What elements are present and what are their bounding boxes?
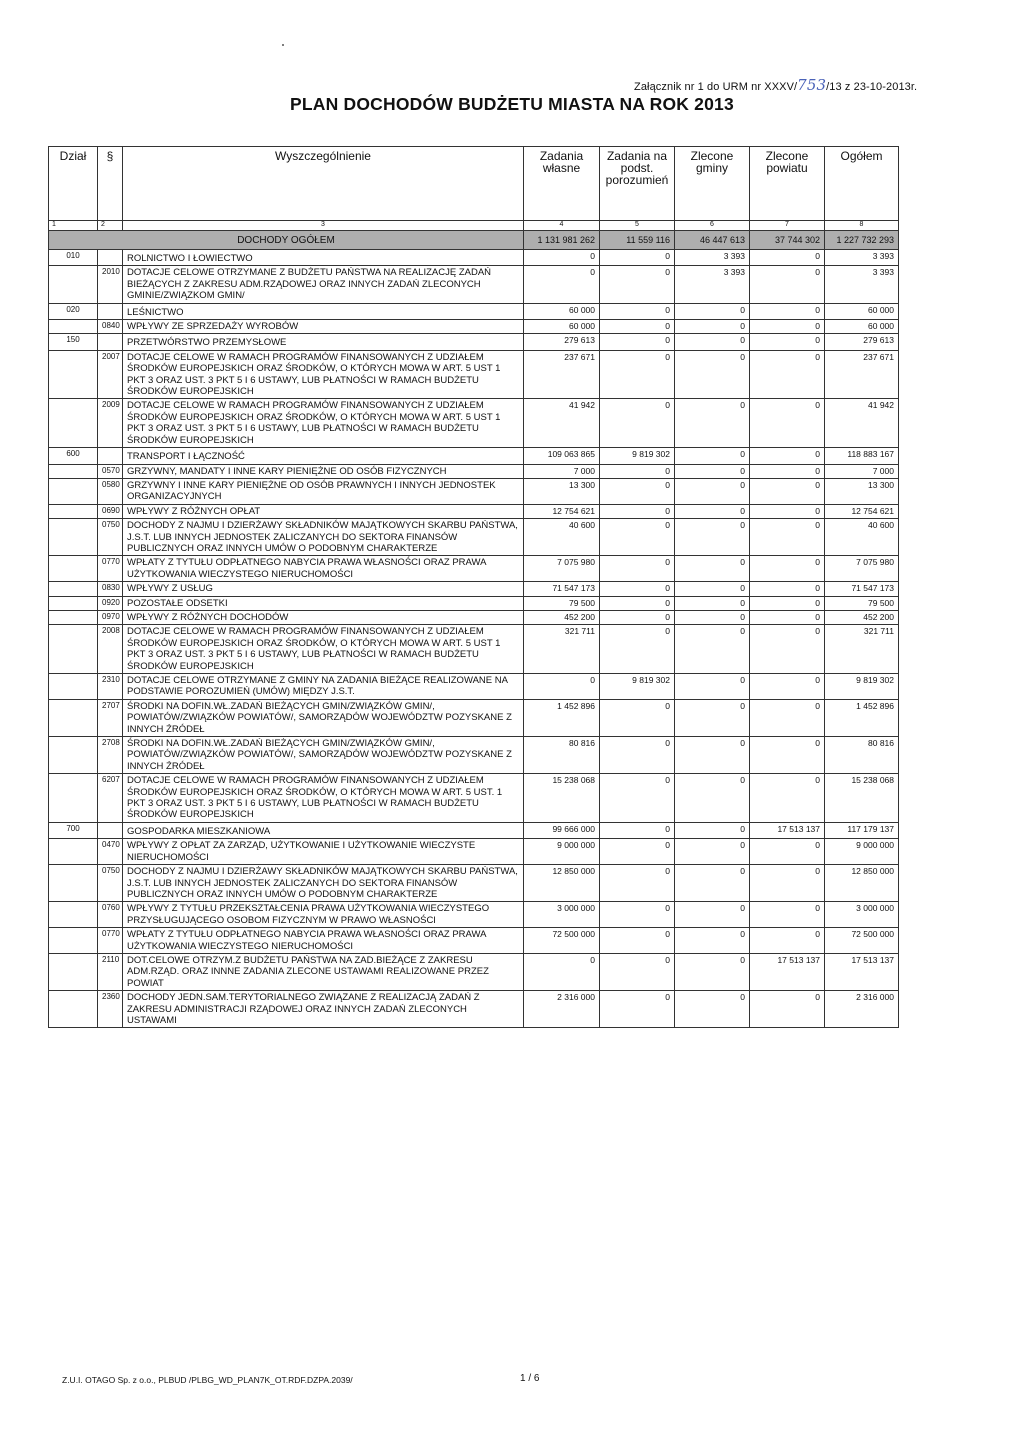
paragraph-row	[49, 478, 899, 504]
paragraph-code: 2708	[98, 737, 123, 774]
row-description: WPŁATY Z TYTUŁU ODPŁATNEGO NABYCIA PRAWA WŁASNOŚCI ORAZ PRAWA UŻYTKOWANIA WIECZYSTEGO NIERUCHOMOŚCI	[123, 556, 524, 582]
row-value: 9 000 000	[524, 839, 600, 865]
row-value: 15 238 068	[524, 774, 600, 823]
row-description: DOT.CELOWE OTRZYM.Z BUDŻETU PAŃSTWA NA ZAD.BIEŻĄCE Z ZAKRESU ADM.RZĄD. ORAZ INNNE ZADANIA ZLECONE USTAWAMI REALIZOWANE PRZEZ POWIAT	[123, 953, 524, 990]
total-value: 1 131 981 262	[524, 231, 600, 250]
row-value: 118 883 167	[825, 448, 899, 464]
dzial-row	[49, 334, 899, 350]
column-number-row	[49, 221, 899, 231]
paragraph-code: 0750	[98, 519, 123, 556]
row-value: 0	[750, 478, 825, 504]
row-value: 0	[675, 350, 750, 399]
paragraph-row	[49, 953, 899, 990]
dzial-code	[49, 556, 98, 582]
row-value: 0	[600, 556, 675, 582]
row-description: DOTACJE CELOWE W RAMACH PROGRAMÓW FINANSOWANYCH Z UDZIAŁEM ŚRODKÓW EUROPEJSKICH ORAZ ŚRODKÓW, O KTÓRYCH MOWA W ART. 5 UST 1 PKT 3 ORAZ UST. 3 PKT 5 I 6 USTAWY, LUB PŁATNOŚCI W RAMACH BUDŻETU ŚRODKÓW EUROPEJSKICH	[123, 399, 524, 448]
row-value: 0	[675, 464, 750, 478]
paragraph-row	[49, 774, 899, 823]
dzial-code	[49, 266, 98, 303]
row-description: GRZYWNY I INNE KARY PIENIĘŻNE OD OSÓB PRAWNYCH I INNYCH JEDNOSTEK ORGANIZACYJNYCH	[123, 478, 524, 504]
row-value: 0	[675, 839, 750, 865]
row-value: 0	[600, 334, 675, 350]
paragraph-row	[49, 737, 899, 774]
footer-source: Z.U.I. OTAGO Sp. z o.o., PLBUD /PLBG_WD_PLAN7K_OT.RDF.DZPA.2039/	[62, 1375, 353, 1385]
row-value: 0	[750, 699, 825, 736]
row-value: 0	[600, 928, 675, 954]
scan-speck	[282, 44, 284, 46]
row-value: 321 711	[524, 625, 600, 674]
total-value: 1 227 732 293	[825, 231, 899, 250]
paragraph-row	[49, 519, 899, 556]
row-value: 9 819 302	[825, 674, 899, 700]
row-value: 0	[750, 250, 825, 266]
paragraph-code	[98, 303, 123, 319]
row-value: 3 393	[675, 250, 750, 266]
row-value: 0	[675, 596, 750, 610]
row-value: 0	[524, 250, 600, 266]
row-value: 0	[675, 556, 750, 582]
row-value: 9 819 302	[600, 448, 675, 464]
row-value: 9 000 000	[825, 839, 899, 865]
paragraph-code	[98, 250, 123, 266]
paragraph-code: 6207	[98, 774, 123, 823]
row-value: 0	[675, 303, 750, 319]
row-description: DOCHODY JEDN.SAM.TERYTORIALNEGO ZWIĄZANE Z REALIZACJĄ ZADAŃ Z ZAKRESU ADMINISTRACJI RZĄDOWEJ ORAZ INNYCH ZADAŃ ZLECONYCH USTAWAMI	[123, 991, 524, 1028]
row-value: 1 452 896	[524, 699, 600, 736]
row-description: LEŚNICTWO	[123, 303, 524, 319]
row-value: 3 000 000	[524, 902, 600, 928]
row-value: 0	[675, 822, 750, 838]
row-value: 0	[675, 991, 750, 1028]
row-value: 9 819 302	[600, 674, 675, 700]
row-description: ŚRODKI NA DOFIN.WŁ.ZADAŃ BIEŻĄCYCH GMIN/ZWIĄZKÓW GMIN/, POWIATÓW/ZWIĄZKÓW POWIATÓW/, SAMORZĄDÓW WOJEWÓDZTW POZYSKANE Z INNYCH ŹRÓDEŁ	[123, 737, 524, 774]
column-number: 8	[825, 221, 899, 231]
row-value: 7 000	[524, 464, 600, 478]
row-value: 0	[750, 902, 825, 928]
paragraph-code: 2010	[98, 266, 123, 303]
paragraph-row	[49, 699, 899, 736]
dzial-row	[49, 448, 899, 464]
row-value: 0	[600, 519, 675, 556]
row-description: DOTACJE CELOWE W RAMACH PROGRAMÓW FINANSOWANYCH Z UDZIAŁEM ŚRODKÓW EUROPEJSKICH ORAZ ŚRODKÓW, O KTÓRYCH MOWA W ART. 5 UST. 1 PKT 3 ORAZ UST. 3 PKT 5 I 6 USTAWY, LUB PŁATNOŚCI W RAMACH BUDŻETU ŚRODKÓW EUROPEJSKICH	[123, 774, 524, 823]
row-value: 0	[750, 865, 825, 902]
row-description: WPŁYWY Z RÓŻNYCH DOCHODÓW	[123, 610, 524, 624]
paragraph-code: 0570	[98, 464, 123, 478]
column-number: 6	[675, 221, 750, 231]
paragraph-row	[49, 464, 899, 478]
row-value: 0	[600, 902, 675, 928]
paragraph-row	[49, 399, 899, 448]
dzial-code	[49, 478, 98, 504]
row-value: 17 513 137	[750, 822, 825, 838]
row-value: 0	[750, 320, 825, 334]
row-value: 0	[750, 303, 825, 319]
row-value: 0	[675, 399, 750, 448]
row-description: GOSPODARKA MIESZKANIOWA	[123, 822, 524, 838]
paragraph-code: 0690	[98, 504, 123, 518]
column-number: 1	[49, 221, 98, 231]
row-value: 0	[675, 625, 750, 674]
row-value: 0	[675, 699, 750, 736]
row-value: 60 000	[524, 303, 600, 319]
row-value: 0	[524, 266, 600, 303]
row-value: 279 613	[524, 334, 600, 350]
paragraph-row	[49, 625, 899, 674]
row-value: 0	[600, 478, 675, 504]
row-value: 0	[750, 991, 825, 1028]
paragraph-row	[49, 991, 899, 1028]
row-value: 279 613	[825, 334, 899, 350]
paragraph-code: 0470	[98, 839, 123, 865]
row-value: 0	[600, 350, 675, 399]
row-value: 0	[675, 674, 750, 700]
row-value: 237 671	[524, 350, 600, 399]
row-value: 0	[675, 774, 750, 823]
col-header-zadania-wlasne: Zadania własne	[524, 147, 600, 221]
row-description: ŚRODKI NA DOFIN.WŁ.ZADAŃ BIEŻĄCYCH GMIN/ZWIĄZKÓW GMIN/, POWIATÓW/ZWIĄZKÓW POWIATÓW/, SAMORZĄDÓW WOJEWÓDZTW POZYSKANE Z INNYCH ŹRÓDEŁ	[123, 699, 524, 736]
dzial-code	[49, 519, 98, 556]
dzial-row	[49, 250, 899, 266]
row-value: 0	[675, 320, 750, 334]
row-value: 80 816	[825, 737, 899, 774]
row-value: 0	[675, 448, 750, 464]
paragraph-code: 2009	[98, 399, 123, 448]
dzial-code	[49, 991, 98, 1028]
row-value: 12 850 000	[524, 865, 600, 902]
row-value: 0	[750, 674, 825, 700]
total-value: 46 447 613	[675, 231, 750, 250]
row-value: 1 452 896	[825, 699, 899, 736]
paragraph-code: 0830	[98, 582, 123, 596]
dzial-code	[49, 699, 98, 736]
row-value: 0	[675, 478, 750, 504]
dzial-row	[49, 303, 899, 319]
dzial-code	[49, 399, 98, 448]
row-value: 3 393	[675, 266, 750, 303]
col-header-zlecone-gminy: Zlecone gminy	[675, 147, 750, 221]
row-value: 40 600	[825, 519, 899, 556]
row-value: 41 942	[524, 399, 600, 448]
dzial-code	[49, 928, 98, 954]
row-value: 3 393	[825, 266, 899, 303]
dzial-code: 700	[49, 822, 98, 838]
total-row	[49, 231, 899, 250]
row-description: DOTACJE CELOWE OTRZYMANE Z BUDŻETU PAŃSTWA NA REALIZACJĘ ZADAŃ BIEŻĄCYCH Z ZAKRESU ADM.RZĄDOWEJ ORAZ INNYCH ZADAŃ ZLECONYCH GMINIE/ZWIĄZKOM GMIN/	[123, 266, 524, 303]
col-header-zadania-porozumien: Zadania na podst. porozumień	[600, 147, 675, 221]
paragraph-row	[49, 928, 899, 954]
row-value: 0	[675, 582, 750, 596]
row-description: WPŁYWY Z RÓŻNYCH OPŁAT	[123, 504, 524, 518]
dzial-code	[49, 625, 98, 674]
row-value: 72 500 000	[825, 928, 899, 954]
row-value: 0	[600, 625, 675, 674]
row-value: 0	[750, 464, 825, 478]
row-value: 0	[600, 464, 675, 478]
attachment-suffix: /13 z 23-10-2013r.	[826, 81, 918, 93]
row-value: 0	[750, 839, 825, 865]
row-value: 0	[675, 865, 750, 902]
paragraph-row	[49, 350, 899, 399]
row-value: 237 671	[825, 350, 899, 399]
dzial-row	[49, 822, 899, 838]
dzial-code	[49, 737, 98, 774]
row-value: 0	[600, 610, 675, 624]
row-value: 7 000	[825, 464, 899, 478]
row-value: 2 316 000	[524, 991, 600, 1028]
col-header-ogolem: Ogółem	[825, 147, 899, 221]
column-number: 4	[524, 221, 600, 231]
row-value: 0	[600, 250, 675, 266]
column-number: 7	[750, 221, 825, 231]
dzial-code	[49, 464, 98, 478]
column-number: 2	[98, 221, 123, 231]
row-description: GRZYWNY, MANDATY I INNE KARY PIENIĘŻNE OD OSÓB FIZYCZNYCH	[123, 464, 524, 478]
row-value: 2 316 000	[825, 991, 899, 1028]
paragraph-code: 2008	[98, 625, 123, 674]
dzial-code	[49, 596, 98, 610]
row-value: 0	[600, 991, 675, 1028]
row-value: 0	[600, 822, 675, 838]
attachment-note	[634, 76, 917, 94]
row-value: 452 200	[825, 610, 899, 624]
row-value: 0	[600, 737, 675, 774]
paragraph-code	[98, 448, 123, 464]
dzial-code	[49, 774, 98, 823]
col-header-paragraf: §	[98, 147, 123, 221]
row-value: 71 547 173	[524, 582, 600, 596]
paragraph-code: 0970	[98, 610, 123, 624]
row-value: 41 942	[825, 399, 899, 448]
row-value: 0	[750, 556, 825, 582]
paragraph-row	[49, 320, 899, 334]
row-value: 117 179 137	[825, 822, 899, 838]
row-value: 0	[524, 674, 600, 700]
page-title: PLAN DOCHODÓW BUDŻETU MIASTA NA ROK 2013	[290, 94, 734, 114]
row-value: 13 300	[524, 478, 600, 504]
row-value: 0	[750, 448, 825, 464]
dzial-code	[49, 674, 98, 700]
paragraph-code: 0580	[98, 478, 123, 504]
row-description: ROLNICTWO I ŁOWIECTWO	[123, 250, 524, 266]
row-value: 0	[600, 596, 675, 610]
row-value: 0	[750, 350, 825, 399]
row-value: 60 000	[524, 320, 600, 334]
row-description: WPŁYWY ZE SPRZEDAŻY WYROBÓW	[123, 320, 524, 334]
paragraph-code: 0840	[98, 320, 123, 334]
paragraph-code	[98, 822, 123, 838]
dzial-code	[49, 320, 98, 334]
row-value: 0	[750, 928, 825, 954]
row-value: 60 000	[825, 320, 899, 334]
row-value: 0	[600, 699, 675, 736]
dzial-code	[49, 350, 98, 399]
row-value: 0	[750, 334, 825, 350]
paragraph-row	[49, 504, 899, 518]
row-value: 0	[600, 320, 675, 334]
row-value: 0	[750, 774, 825, 823]
paragraph-row	[49, 266, 899, 303]
page-number: 1 / 6	[520, 1373, 540, 1384]
row-description: POZOSTAŁE ODSETKI	[123, 596, 524, 610]
paragraph-row	[49, 582, 899, 596]
row-value: 0	[600, 839, 675, 865]
row-value: 0	[600, 582, 675, 596]
row-value: 0	[675, 928, 750, 954]
row-value: 3 000 000	[825, 902, 899, 928]
row-value: 0	[600, 865, 675, 902]
dzial-code	[49, 902, 98, 928]
row-value: 12 850 000	[825, 865, 899, 902]
row-value: 60 000	[825, 303, 899, 319]
total-label: DOCHODY OGÓŁEM	[49, 231, 524, 250]
col-header-dzial: Dział	[49, 147, 98, 221]
row-value: 0	[750, 596, 825, 610]
row-value: 15 238 068	[825, 774, 899, 823]
table-header-row	[49, 147, 899, 221]
row-value: 99 666 000	[524, 822, 600, 838]
row-description: DOTACJE CELOWE OTRZYMANE Z GMINY NA ZADANIA BIEŻĄCE REALIZOWANE NA PODSTAWIE POROZUMIEŃ (UMÓW) MIĘDZY J.S.T.	[123, 674, 524, 700]
col-header-wyszczegolnienie: Wyszczególnienie	[123, 147, 524, 221]
row-value: 13 300	[825, 478, 899, 504]
paragraph-code: 2310	[98, 674, 123, 700]
row-value: 0	[675, 737, 750, 774]
paragraph-row	[49, 902, 899, 928]
paragraph-code: 0760	[98, 902, 123, 928]
row-value: 0	[750, 266, 825, 303]
attachment-prefix: Załącznik nr 1 do URM nr XXXV/	[634, 81, 798, 93]
paragraph-code: 2707	[98, 699, 123, 736]
row-description: PRZETWÓRSTWO PRZEMYSŁOWE	[123, 334, 524, 350]
paragraph-code: 2360	[98, 991, 123, 1028]
paragraph-code: 0770	[98, 556, 123, 582]
total-value: 37 744 302	[750, 231, 825, 250]
paragraph-code: 0920	[98, 596, 123, 610]
row-description: DOCHODY Z NAJMU I DZIERŻAWY SKŁADNIKÓW MAJĄTKOWYCH SKARBU PAŃSTWA, J.S.T. LUB INNYCH JEDNOSTEK ZALICZANYCH DO SEKTORA FINANSÓW PUBLICZNYCH ORAZ INNYCH UMÓW O PODOBNYM CHARAKTERZE	[123, 519, 524, 556]
paragraph-code: 0770	[98, 928, 123, 954]
row-value: 40 600	[524, 519, 600, 556]
paragraph-row	[49, 596, 899, 610]
row-description: DOCHODY Z NAJMU I DZIERŻAWY SKŁADNIKÓW MAJĄTKOWYCH SKARBU PAŃSTWA, J.S.T. LUB INNYCH JEDNOSTEK ZALICZANYCH DO SEKTORA FINANSÓW PUBLICZNYCH ORAZ INNYCH UMÓW O PODOBNYM CHARAKTERZE	[123, 865, 524, 902]
paragraph-row	[49, 556, 899, 582]
row-value: 0	[600, 399, 675, 448]
dzial-code	[49, 953, 98, 990]
row-value: 7 075 980	[524, 556, 600, 582]
row-value: 79 500	[524, 596, 600, 610]
col-header-zlecone-powiatu: Zlecone powiatu	[750, 147, 825, 221]
dzial-code: 150	[49, 334, 98, 350]
dzial-code	[49, 839, 98, 865]
row-value: 0	[524, 953, 600, 990]
row-value: 0	[600, 266, 675, 303]
row-description: WPŁYWY Z TYTUŁU PRZEKSZTAŁCENIA PRAWA UŻYTKOWANIA WIECZYSTEGO PRZYSŁUGUJĄCEGO OSOBOM FIZYCZNYM W PRAWO WŁASNOŚCI	[123, 902, 524, 928]
paragraph-code: 2110	[98, 953, 123, 990]
row-description: TRANSPORT I ŁĄCZNOŚĆ	[123, 448, 524, 464]
budget-table	[48, 146, 899, 1028]
row-value: 0	[600, 953, 675, 990]
paragraph-code	[98, 334, 123, 350]
row-value: 0	[675, 902, 750, 928]
row-value: 12 754 621	[524, 504, 600, 518]
row-value: 71 547 173	[825, 582, 899, 596]
attachment-number-handwritten: 753	[797, 76, 827, 94]
row-value: 0	[600, 774, 675, 823]
dzial-code	[49, 865, 98, 902]
dzial-code	[49, 610, 98, 624]
row-description: WPŁATY Z TYTUŁU ODPŁATNEGO NABYCIA PRAWA WŁASNOŚCI ORAZ PRAWA UŻYTKOWANIA WIECZYSTEGO NIERUCHOMOŚCI	[123, 928, 524, 954]
paragraph-code: 2007	[98, 350, 123, 399]
row-description: WPŁYWY Z USŁUG	[123, 582, 524, 596]
row-value: 452 200	[524, 610, 600, 624]
row-value: 0	[750, 504, 825, 518]
paragraph-row	[49, 839, 899, 865]
row-value: 0	[675, 504, 750, 518]
row-value: 321 711	[825, 625, 899, 674]
row-value: 0	[750, 399, 825, 448]
row-value: 0	[600, 504, 675, 518]
column-number: 3	[123, 221, 524, 231]
dzial-code	[49, 504, 98, 518]
dzial-code: 600	[49, 448, 98, 464]
row-value: 3 393	[825, 250, 899, 266]
row-value: 17 513 137	[825, 953, 899, 990]
row-value: 0	[750, 737, 825, 774]
row-value: 109 063 865	[524, 448, 600, 464]
row-value: 0	[675, 519, 750, 556]
total-value: 11 559 116	[600, 231, 675, 250]
row-value: 0	[675, 334, 750, 350]
row-value: 0	[750, 582, 825, 596]
row-value: 0	[750, 610, 825, 624]
dzial-code: 020	[49, 303, 98, 319]
column-number: 5	[600, 221, 675, 231]
dzial-code	[49, 582, 98, 596]
paragraph-row	[49, 610, 899, 624]
row-description: DOTACJE CELOWE W RAMACH PROGRAMÓW FINANSOWANYCH Z UDZIAŁEM ŚRODKÓW EUROPEJSKICH ORAZ ŚRODKÓW, O KTÓRYCH MOWA W ART. 5 UST 1 PKT 3 ORAZ UST. 3 PKT 5 I 6 USTAWY, LUB PŁATNOŚCI W RAMACH BUDŻETU ŚRODKÓW EUROPEJSKICH	[123, 625, 524, 674]
paragraph-row	[49, 674, 899, 700]
row-value: 12 754 621	[825, 504, 899, 518]
table-body	[49, 250, 899, 1028]
row-value: 0	[675, 610, 750, 624]
row-value: 72 500 000	[524, 928, 600, 954]
row-value: 79 500	[825, 596, 899, 610]
row-value: 7 075 980	[825, 556, 899, 582]
row-value: 17 513 137	[750, 953, 825, 990]
row-description: WPŁYWY Z OPŁAT ZA ZARZĄD, UŻYTKOWANIE I UŻYTKOWANIE WIECZYSTE NIERUCHOMOŚCI	[123, 839, 524, 865]
row-value: 80 816	[524, 737, 600, 774]
row-value: 0	[675, 953, 750, 990]
row-value: 0	[750, 625, 825, 674]
row-value: 0	[750, 519, 825, 556]
paragraph-row	[49, 865, 899, 902]
row-value: 0	[600, 303, 675, 319]
row-description: DOTACJE CELOWE W RAMACH PROGRAMÓW FINANSOWANYCH Z UDZIAŁEM ŚRODKÓW EUROPEJSKICH ORAZ ŚRODKÓW, O KTÓRYCH MOWA W ART. 5 UST 1 PKT 3 ORAZ UST. 3 PKT 5 I 6 USTAWY, LUB PŁATNOŚCI W RAMACH BUDŻETU ŚRODKÓW EUROPEJSKICH	[123, 350, 524, 399]
dzial-code: 010	[49, 250, 98, 266]
paragraph-code: 0750	[98, 865, 123, 902]
